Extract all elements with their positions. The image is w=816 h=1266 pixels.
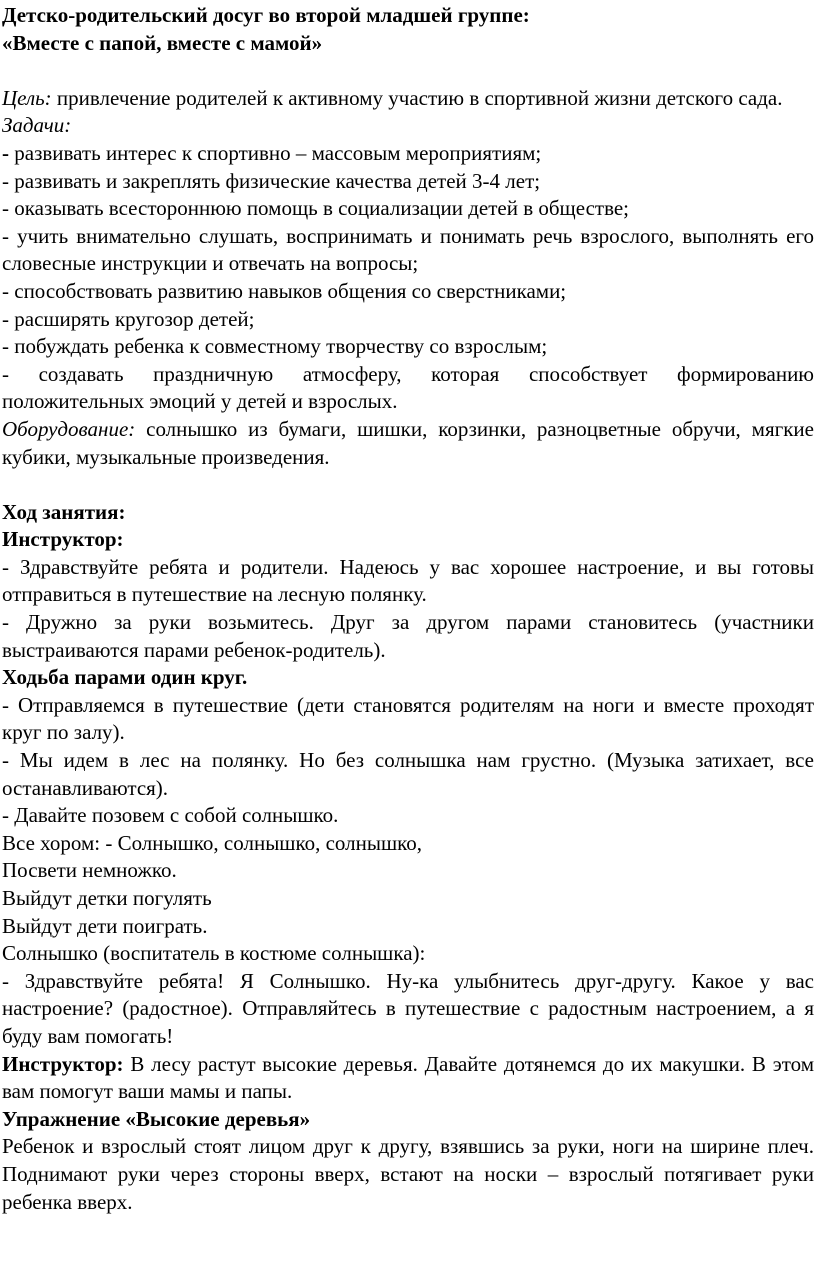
task-dash: - — [2, 140, 9, 165]
lesson-paragraph: Ребенок и взрослый стоят лицом друг к другу, взявшись за руки, ноги на ширине плеч. Поднимают руки через стороны вверх, встают на носки – взрослый потягивает руки ребенка вверх. — [2, 1134, 814, 1214]
task-dash: - — [2, 334, 9, 359]
lesson-heading: Ход занятия: — [2, 499, 126, 524]
task-item — [2, 140, 814, 168]
lesson-paragraph: - Здравствуйте ребята и родители. Надеюсь у вас хорошее настроение, и вы готовы отправиться в путешествие на лесную полянку. — [2, 554, 814, 607]
task-text: расширять кругозор детей; — [9, 306, 255, 331]
chorus-line: Все хором: - Солнышко, солнышко, солнышко, — [2, 830, 423, 855]
lesson-paragraph: - Дружно за руки возьмитесь. Друг за другом парами становитесь (участники выстраиваются парами ребенок-родитель). — [2, 610, 814, 662]
task-item — [2, 333, 814, 361]
task-dash: - — [2, 168, 9, 193]
chorus-line: Выйдут детки погулять — [2, 886, 212, 910]
task-dash: - — [2, 306, 9, 331]
task-text: развивать и закреплять физические качества детей 3-4 лет; — [9, 168, 541, 193]
goal-text: привлечение родителей к активному участию в спортивной жизни детского сада. — [51, 85, 783, 110]
task-text: учить внимательно слушать, воспринимать и понимать речь взрослого, выполнять его словесные инструкции и отвечать на вопросы; — [2, 223, 814, 276]
document-page — [2, 2, 814, 1216]
chorus-line: Выйдут дети поиграть. — [2, 913, 208, 938]
document-title-line-1: Детско-родительский досуг во второй младшей группе: — [2, 3, 530, 27]
task-item — [2, 278, 814, 306]
task-item — [2, 306, 814, 334]
chorus-line: Посвети немножко. — [2, 858, 177, 883]
task-dash: - — [2, 196, 9, 221]
task-dash: - — [2, 361, 9, 386]
equipment-paragraph — [2, 416, 814, 471]
lesson-paragraph: - Мы идем в лес на полянку. Но без солнышка нам грустно. (Музыка затихает, все останавливаются). — [2, 748, 814, 800]
instructor-label: Инструктор: — [2, 1051, 124, 1076]
task-item — [2, 195, 814, 223]
task-text: оказывать всестороннюю помощь в социализации детей в обществе; — [9, 196, 630, 221]
blank-line — [2, 471, 814, 499]
lesson-paragraph: - Отправляемся в путешествие (дети становятся родителям на ноги и вместе проходят круг по залу). — [2, 692, 814, 745]
task-text: развивать интерес к спортивно – массовым мероприятиям; — [9, 140, 542, 165]
walk-heading: Ходьба парами один круг. — [2, 665, 248, 690]
sun-intro: Солнышко (воспитатель в костюме солнышка): — [2, 941, 426, 966]
lesson-paragraph: - Здравствуйте ребята! Я Солнышко. Ну-ка улыбнитесь друг-другу. Какое у вас настроение? (радостное). Отправляйтесь в путешествие с радостным настроением, а я буду вам помогать! — [2, 968, 814, 1048]
instructor-paragraph — [2, 1051, 814, 1106]
goal-paragraph — [2, 85, 814, 113]
goal-label: Цель: — [2, 85, 52, 110]
task-text: создавать праздничную атмосферу, которая способствует формированию положительных эмоций у детей и взрослых. — [2, 361, 814, 414]
task-dash: - — [2, 223, 9, 248]
task-dash: - — [2, 278, 9, 303]
instructor-text: В лесу растут высокие деревья. Давайте дотянемся до их макушки. В этом вам помогут ваши мамы и папы. — [2, 1051, 814, 1104]
task-item — [2, 168, 814, 196]
task-text: способствовать развитию навыков общения со сверстниками; — [9, 278, 567, 303]
tasks-label: Задачи: — [2, 113, 72, 138]
task-item — [2, 361, 814, 416]
instructor-label: Инструктор: — [2, 527, 124, 552]
task-item — [2, 223, 814, 278]
task-text: побуждать ребенка к совместному творчеству со взрослым; — [9, 334, 548, 359]
equipment-text: солнышко из бумаги, шишки, корзинки, разноцветные обручи, мягкие кубики, музыкальные произведения. — [2, 416, 814, 469]
lesson-paragraph: - Давайте позовем с собой солнышко. — [2, 803, 339, 828]
exercise-heading: Упражнение «Высокие деревья» — [2, 1106, 311, 1131]
equipment-label: Оборудование: — [2, 416, 136, 441]
document-title-line-2: «Вместе с папой, вместе с мамой» — [2, 30, 323, 55]
blank-line — [2, 57, 814, 85]
